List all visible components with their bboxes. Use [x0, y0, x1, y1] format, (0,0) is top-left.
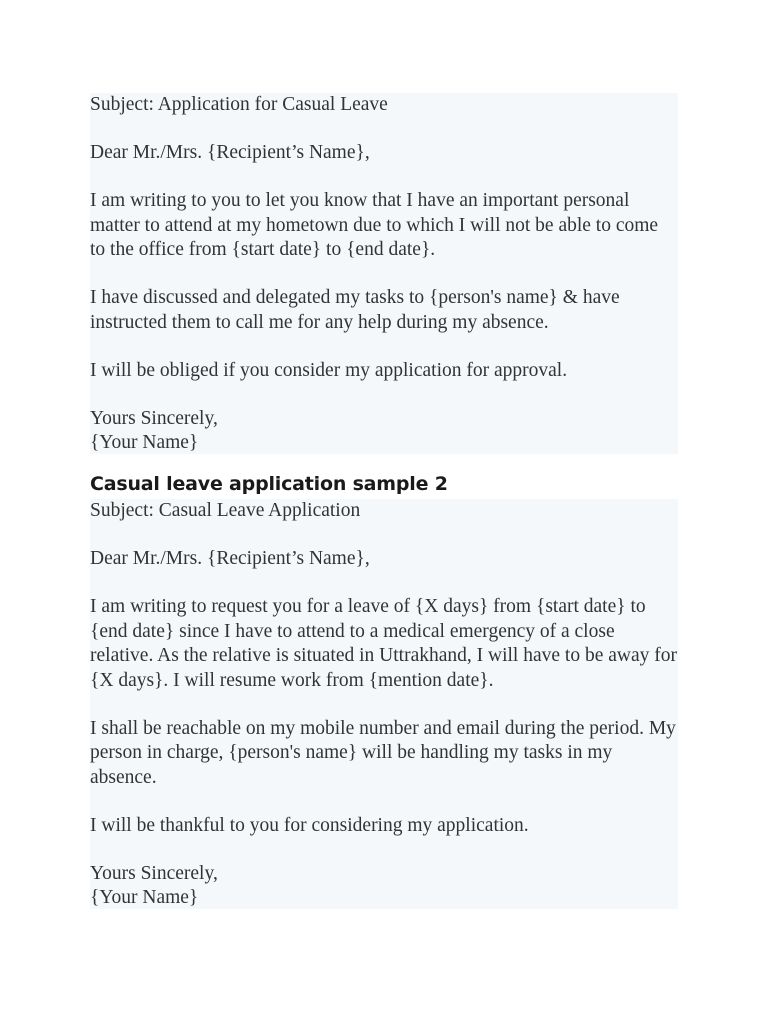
- letter1-paragraph-1: I am writing to you to let you know that I have an important personal matter to attend at my hometown due to which I will not be able to come to the office from {start date} to {end date}.: [90, 190, 659, 260]
- letter1-signoff: [90, 407, 678, 456]
- letter-sample-1: [90, 93, 678, 454]
- letter1-subject: Subject: Application for Casual Leave: [90, 94, 388, 115]
- letter2-subject: Subject: Casual Leave Application: [90, 500, 361, 521]
- letter2-paragraph-3: I will be thankful to you for considering my application.: [90, 814, 529, 836]
- letter1-paragraph-2: I have discussed and delegated my tasks to {person's name} & have instructed them to call me for any help during my absence.: [90, 287, 620, 333]
- letter2-signature: {Your Name}: [90, 887, 199, 908]
- letter2-salutation: Dear Mr./Mrs. {Recipient’s Name},: [90, 548, 370, 569]
- document-page: [90, 93, 678, 909]
- letter2-paragraph-1: I am writing to request you for a leave of {X days} from {start date} to {end date} since I have to attend to a medical emergency of a close relative. As the relative is situated in Uttrakhand, I will have to be away for {X days}. I will resume work from {mention date}.: [90, 596, 677, 691]
- letter2-paragraph-2: I shall be reachable on my mobile number and email during the period. My person in charge, {person's name} will be handling my tasks in my absence.: [90, 717, 676, 788]
- letter2-signoff: [90, 862, 678, 911]
- letter1-paragraph-3: I will be obliged if you consider my application for approval.: [90, 359, 568, 381]
- letter-sample-2: [90, 499, 678, 909]
- sample-2-heading: Casual leave application sample 2: [90, 473, 448, 495]
- letter2-closing: Yours Sincerely,: [90, 862, 218, 884]
- letter1-closing: Yours Sincerely,: [90, 407, 218, 429]
- letter1-salutation: Dear Mr./Mrs. {Recipient’s Name},: [90, 142, 370, 163]
- letter1-signature: {Your Name}: [90, 432, 199, 453]
